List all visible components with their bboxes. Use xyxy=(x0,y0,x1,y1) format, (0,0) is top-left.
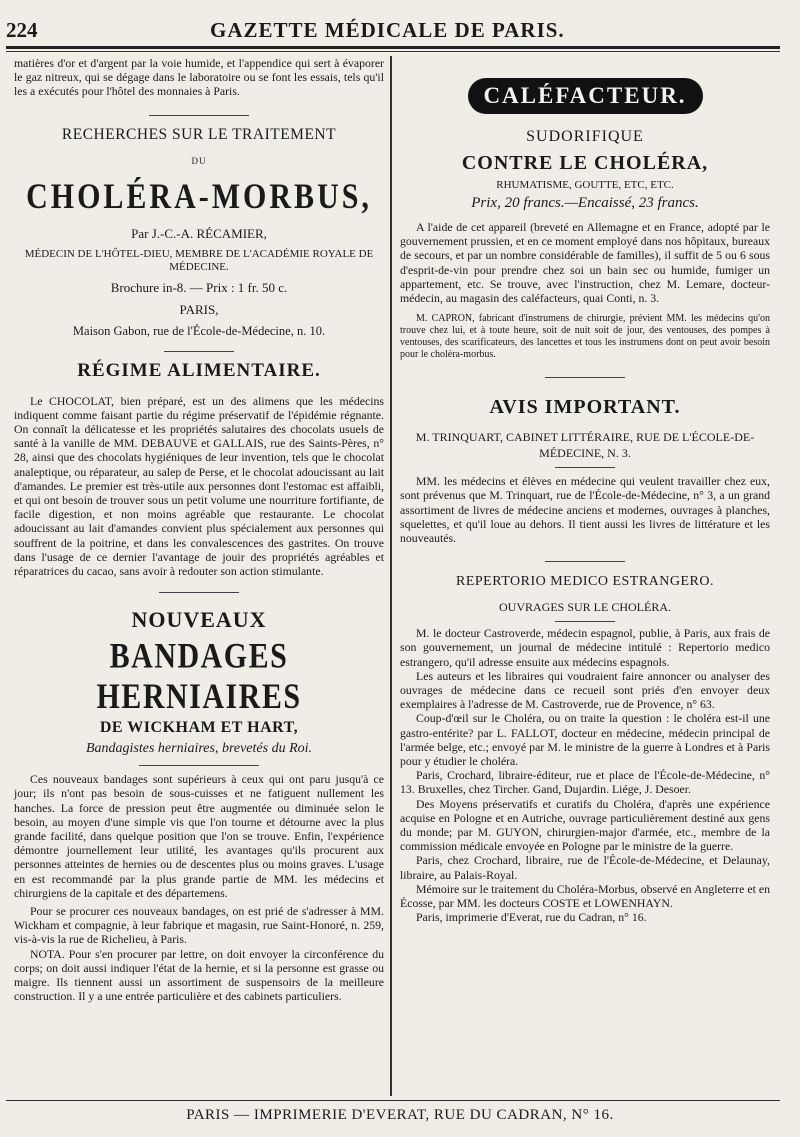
trinquart-heading: M. TRINQUART, CABINET LITTÉRAIRE, RUE DE L'ÉCOLE-DE-MÉDECINE, N. 3. xyxy=(415,430,755,461)
separator xyxy=(164,351,234,352)
separator xyxy=(545,561,625,562)
bandagistes-subtitle: Bandagistes herniaires, brevetés du Roi. xyxy=(85,741,313,757)
calefacteur-banner: CALÉFACTEUR. xyxy=(468,78,703,114)
separator xyxy=(139,765,259,766)
nouveaux-title: NOUVEAUX xyxy=(131,607,267,633)
cholera-morbus-title: CHOLÉRA-MORBUS, xyxy=(26,176,372,216)
separator xyxy=(159,592,239,593)
sudorifique-title: SUDORIFIQUE xyxy=(526,128,644,145)
bandages-paragraph-2: Pour se procurer ces nouveaux bandages, on est prié de s'adresser à MM. Wickham et compagnie, à leur fabrique et magasin, rue Saint-Honoré, n. 259, vis-à-vis la rue de Richelieu, à Paris. xyxy=(14,904,384,947)
repertorio-paragraph-8: Paris, imprimerie d'Everat, rue du Cadran, n° 16. xyxy=(416,910,647,925)
paris-label: PARIS, xyxy=(179,301,219,317)
du-label: DU xyxy=(191,155,207,166)
header-rule xyxy=(6,46,780,49)
gazette-title: GAZETTE MÉDICALE DE PARIS. xyxy=(210,18,565,42)
regime-paragraph: Le CHOCOLAT, bien préparé, est un des alimens que les médecins indiquent comme faisant partie du régime préservatif de l'épidémie régnante. On connaît la délicatesse et les propriétés salutaires des chocolats usuels de santé à la vanille de MM. DEBAUVE et GALLAIS, rue des Saints-Pères, n° 28, ainsi que des chocolats hygiéniques de leur invention, tels que le chocolat analeptique, ou réparateur, au salep de Perse, et le chocolat adoucissant au lait d'amandes. Le premier est très-utile aux personnes dont l'estomac est affaibli, et qui ont besoin de trouver sous un petit volume une nourriture fortifiante, de facile digestion, et non moins agréable que restaurante. Le chocolat adoucissant au lait d'amandes convient plus spécialement aux personnes qui souffrent de la poitrine, et dans les convalescences des gastrites. On trouve dans l'usage de ce dernier l'avantage de jouir des propriétés agréables et réparatrices du cacao, sans avoir à redouter son action stimulante. xyxy=(14,393,384,579)
regime-title: RÉGIME ALIMENTAIRE. xyxy=(77,359,321,381)
separator xyxy=(149,115,249,116)
ouvrages-subtitle: OUVRAGES SUR LE CHOLÉRA. xyxy=(498,600,671,615)
author-line: Par J.-C.-A. RÉCAMIER, xyxy=(131,225,267,241)
contre-cholera-title: CONTRE LE CHOLÉRA, xyxy=(461,152,709,174)
calefacteur-paragraph: A l'aide de cet appareil (breveté en Allemagne et en France, adopté par le gouvernement prussien, et en ce moment employé dans nos hôpitaux, bureaux de secours, et par un nombre considérable de familles), il suffit de 5 ou 6 sous d'esprit-de-vin pour prendre chez soi un bain sec ou humide, fumiger un appartement, etc. Se trouve, avec l'instruction, chez M. Lemare, docteur-médecin, au magasin des caléfacteurs, quai Conti, n. 3. xyxy=(400,220,770,306)
right-column xyxy=(400,56,770,925)
footer-imprint: PARIS — IMPRIMERIE D'EVERAT, RUE DU CADRAN, N° 16. xyxy=(186,1107,614,1123)
repertorio-paragraph-3: Coup-d'œil sur le Choléra, ou on traite la question : le choléra est-il une gastro-entérite? par L. FALLOT, docteur en médecine, médecin principal de l'armée belge, etc.; envoyé par M. le ministre de la guerre à Londres et à Paris pour y étudier le choléra. xyxy=(400,711,770,769)
bandages-paragraph-1: Ces nouveaux bandages sont supérieurs à ceux qui ont paru jusqu'à ce jour; ils n'ont pas besoin de sous-cuisses et ne fatiguent nullement les hanches. La force de pression peut être augmentée ou diminuée selon le besoin, au moyen d'une simple vis que l'on tourne et détourne avec la plus grande facilité, dans quelque position que l'on se trouve. Enfin, l'expérience démontre journellement leur utilité, les avantages qu'ils procurent aux personnes atteintes de hernies ou de descentes plus ou moins graves. L'usage en est recommandé par la plus grande partie de MM. les médecins et chirurgiens de la capitale et des départemens. xyxy=(14,772,384,900)
repertorio-paragraph-6: Paris, chez Crochard, libraire, rue de l'École-de-Médecine, et Delaunay, libraire, au Palais-Royal. xyxy=(400,853,770,882)
repertorio-paragraph-5: Des Moyens préservatifs et curatifs du Choléra, d'après une expérience acquise en Pologne et en Autriche, ouvrage particulièrement destiné aux gens du monde; par M. GUYON, chirurgien-major d'armée, etc., membre de la commission médicale envoyée en Pologne par le ministre de la guerre. xyxy=(400,796,770,854)
repertorio-paragraph-1: M. le docteur Castroverde, médecin espagnol, publie, à Paris, aux frais de son gouvernement, un journal de médecine intitulé : Repertorio medico estrangero, qu'il adresse ensuite aux médecins espagnols. xyxy=(400,626,770,669)
avis-title: AVIS IMPORTANT. xyxy=(489,396,681,419)
header-rule-thin xyxy=(6,51,780,52)
column-divider xyxy=(390,56,392,1096)
wickham-title: DE WICKHAM ET HART, xyxy=(99,719,299,737)
repertorio-paragraph-4: Paris, Crochard, libraire-éditeur, rue et place de l'École-de-Médecine, n° 13. Bruxelles, chez Tircher. Gand, Dujardin. Liége, J. Desoer. xyxy=(400,768,770,797)
bandages-title: BANDAGES HERNIAIRES xyxy=(96,636,302,717)
author-title: MÉDECIN DE L'HÔTEL-DIEU, MEMBRE DE L'ACADÉMIE ROYALE DE MÉDECINE. xyxy=(24,247,374,273)
left-column xyxy=(14,56,384,1004)
footer-rule xyxy=(6,1100,780,1101)
repertorio-title: REPERTORIO MEDICO ESTRANGERO. xyxy=(455,574,715,590)
price-line: Prix, 20 francs.—Encaissé, 23 francs. xyxy=(471,195,699,211)
intro-paragraph: matières d'or et d'argent par la voie humide, et l'appendice qui sert à évaporer le gaz nitreux, qui se dégage dans le laboratoire ou se font les essais, tels qu'il les a exécutés pour l'hôtel des monnaies à Paris. xyxy=(14,56,384,99)
capron-notice: M. CAPRON, fabricant d'instrumens de chirurgie, prévient MM. les médecins qu'on trouve chez lui, et à toute heure, soit de nuit soit de jour, des ventouses, des pompes à ventouses, des scarificateurs, des lancettes et tous les instrumens dont on peut avoir besoin pour le choléra-morbus. xyxy=(400,313,770,361)
repertorio-paragraph-7: Mémoire sur le traitement du Choléra-Morbus, observé en Angleterre et en Écosse, par MM. les docteurs COSTE et LOWENHAYN. xyxy=(400,881,770,911)
bandages-paragraph-3: NOTA. Pour s'en procurer par lettre, on doit envoyer la circonférence du corps; on doit aussi indiquer l'état de la hernie, et si la personne est grasse ou maigre. Ils tiennent aussi un assortiment de suspensoirs de la meilleure construction. Il y a une entrée particulière et des cabinets particuliers. xyxy=(14,946,384,1004)
brochure-price: Brochure in-8. — Prix : 1 fr. 50 c. xyxy=(110,279,288,295)
separator xyxy=(545,377,625,378)
separator xyxy=(555,467,615,468)
avis-paragraph: MM. les médecins et élèves en médecine qui veulent travailler chez eux, sont prévenus que M. Trinquart, rue de l'École-de-Médecine, n° 3, a un grand assortiment de livres de médecine anciens et modernes, ouvrages à planches, squelettes, et qu'il loue au dehors. Il tient aussi les livres de littérature et les nouveautés. xyxy=(400,474,770,546)
page-header xyxy=(0,16,780,46)
page-number: 224 xyxy=(6,18,38,42)
recherches-title: RECHERCHES SUR LE TRAITEMENT xyxy=(61,125,337,143)
rhumatisme-line: RHUMATISME, GOUTTE, ETC, ETC. xyxy=(496,179,674,191)
separator xyxy=(555,621,615,622)
publisher-address: Maison Gabon, rue de l'École-de-Médecine, n. 10. xyxy=(72,323,326,338)
repertorio-paragraph-2: Les auteurs et les libraires qui voudraient faire annoncer ou analyser des ouvrages de médecine dans ce recueil sont priés d'en envoyer deux exemplaires à l'adresse de M. Castroverde, rue de Provence, n° 63. xyxy=(400,668,770,712)
